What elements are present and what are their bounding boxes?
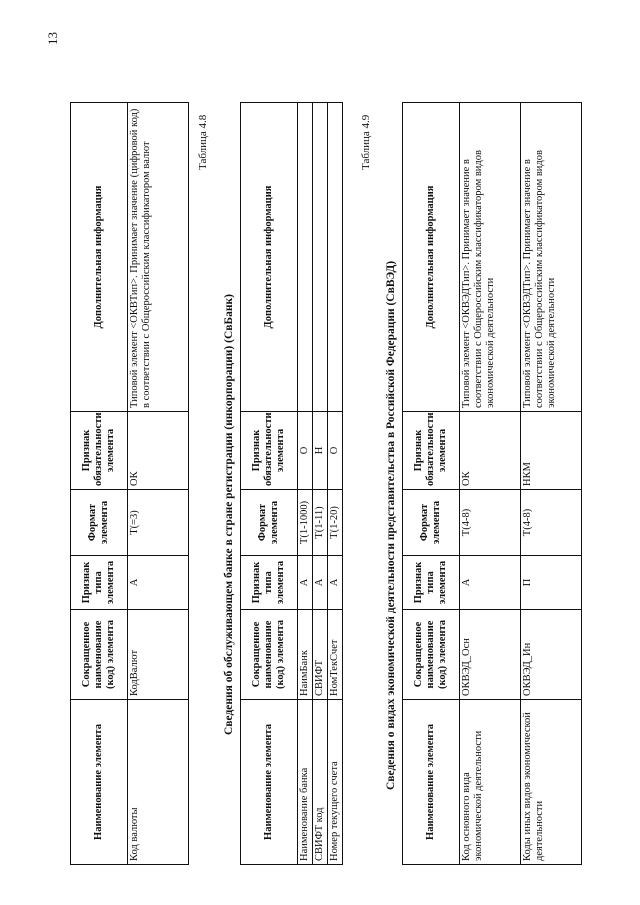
cell-info: Типовой элемент <ОКВЭДТип>. Принимает значение в соответствии с Общероссийским классификатором видов экономической деятельности	[460, 103, 521, 412]
table-4-8-title: Сведения об обслуживающем банке в стране регистрации (инкорпорации) (СвБанк)	[223, 294, 235, 735]
table-4-9	[402, 102, 582, 865]
cell-type: А	[328, 556, 343, 610]
cell-format: T(=3)	[128, 490, 189, 556]
cell-short: СВИФТ	[313, 610, 328, 700]
cell-short: НаимБанк	[298, 610, 313, 700]
cell-name: Номер текущего счета	[328, 700, 343, 865]
cell-name: Коды иных видов экономической деятельности	[521, 700, 582, 865]
cell-name: Код основного вида экономической деятельности	[460, 700, 521, 865]
cell-type: А	[128, 556, 189, 610]
header-type: Признак типа элемента	[71, 556, 128, 610]
cell-short: НомТекСчет	[328, 610, 343, 700]
header-format: Формат элемента	[403, 490, 460, 556]
cell-type: А	[460, 556, 521, 610]
header-info: Дополнительная информация	[71, 103, 128, 412]
cell-req: ОК	[128, 412, 189, 490]
table-row	[521, 103, 582, 865]
cell-req: О	[298, 412, 313, 490]
table-row	[328, 103, 343, 865]
cell-name: Код валюты	[128, 700, 189, 865]
cell-req: О	[328, 412, 343, 490]
cell-req: ОК	[460, 412, 521, 490]
header-type: Признак типа элемента	[403, 556, 460, 610]
cell-req: НКМ	[521, 412, 582, 490]
cell-short: ОКВЭД_Осн	[460, 610, 521, 700]
header-short: Сокращенное наименование (код) элемента	[71, 610, 128, 700]
table-4-9-caption: Таблица 4.9	[360, 114, 372, 170]
cell-short: КодВалют	[128, 610, 189, 700]
table-currency	[70, 102, 189, 865]
table-row	[313, 103, 328, 865]
cell-format: T(1-11)	[313, 490, 328, 556]
cell-info	[328, 103, 343, 412]
cell-info	[298, 103, 313, 412]
table-header-row	[241, 103, 298, 865]
table-4-8-caption: Таблица 4.8	[197, 114, 209, 170]
page-number: 13	[45, 32, 60, 45]
cell-format: T(4-8)	[521, 490, 582, 556]
header-short: Сокращенное наименование (код) элемента	[241, 610, 298, 700]
header-name: Наименование элемента	[403, 700, 460, 865]
header-req: Признак обязательности элемента	[71, 412, 128, 490]
cell-info: Типовой элемент <ОКВТип>. Принимает значение (цифровой код) в соответствии с Общероссийским классификатором валют	[128, 103, 189, 412]
header-req: Признак обязательности элемента	[403, 412, 460, 490]
cell-format: T(4-8)	[460, 490, 521, 556]
header-info: Дополнительная информация	[241, 103, 298, 412]
header-name: Наименование элемента	[71, 700, 128, 865]
header-name: Наименование элемента	[241, 700, 298, 865]
cell-name: СВИФТ код	[313, 700, 328, 865]
cell-format: T(1-1000)	[298, 490, 313, 556]
table-4-9-title: Сведения о видах экономической деятельности представительства в Российской Федерации (СвВЭД)	[385, 260, 397, 790]
cell-info: Типовой элемент <ОКВЭДТип>. Принимает значение в соответствии с Общероссийским классификатором видов экономической деятельности	[521, 103, 582, 412]
header-type: Признак типа элемента	[241, 556, 298, 610]
table-row	[128, 103, 189, 865]
table-4-8	[240, 102, 343, 865]
cell-type: А	[298, 556, 313, 610]
table-row	[460, 103, 521, 865]
cell-short: ОКВЭД_Ин	[521, 610, 582, 700]
header-short: Сокращенное наименование (код) элемента	[403, 610, 460, 700]
table-header-row	[403, 103, 460, 865]
cell-format: T(1-20)	[328, 490, 343, 556]
header-req: Признак обязательности элемента	[241, 412, 298, 490]
header-format: Формат элемента	[71, 490, 128, 556]
header-info: Дополнительная информация	[403, 103, 460, 412]
cell-name: Наименование банка	[298, 700, 313, 865]
header-format: Формат элемента	[241, 490, 298, 556]
table-row	[298, 103, 313, 865]
cell-type: П	[521, 556, 582, 610]
cell-req: Н	[313, 412, 328, 490]
table-header-row	[71, 103, 128, 865]
cell-info	[313, 103, 328, 412]
cell-type: А	[313, 556, 328, 610]
